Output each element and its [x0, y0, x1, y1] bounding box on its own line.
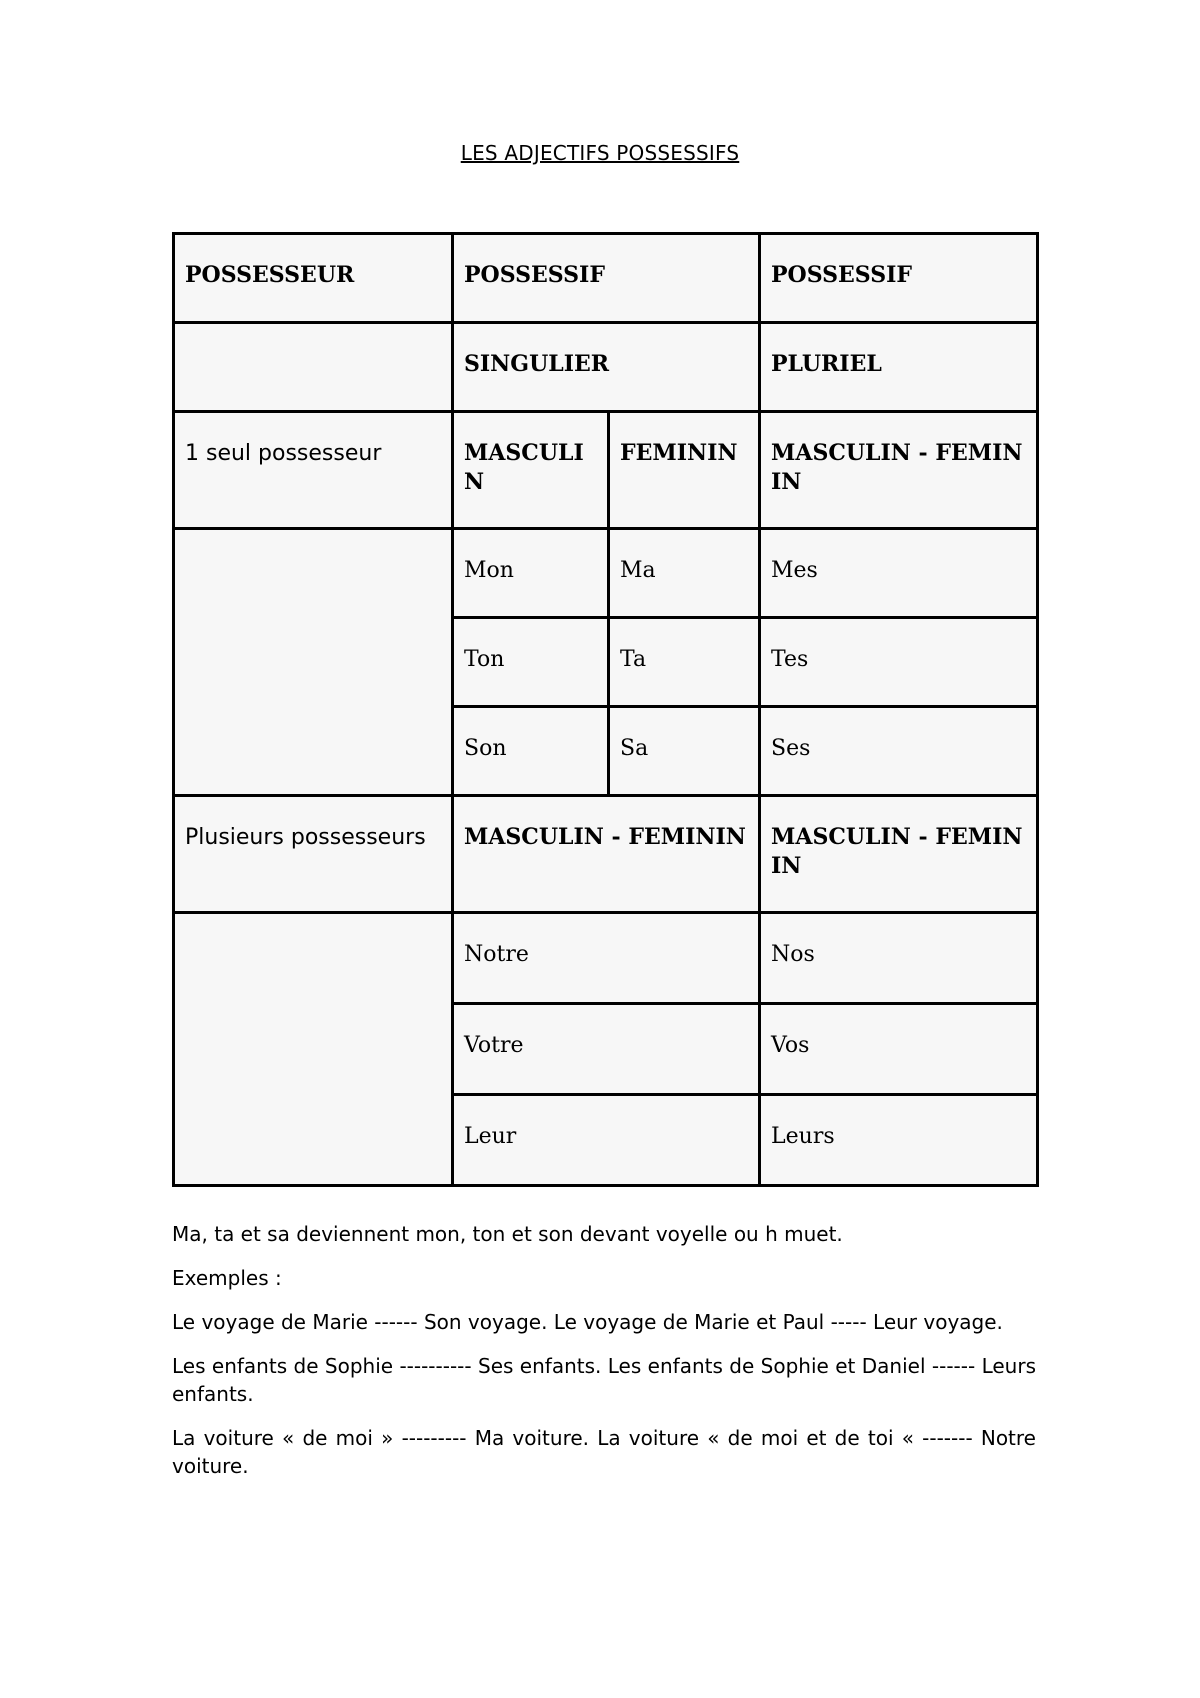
multiple-singular-header: MASCULIN - FEMININ: [453, 796, 760, 913]
single-owner-label: 1 seul possesseur: [174, 412, 453, 529]
subheader-pluriel: PLURIEL: [760, 323, 1038, 412]
table-row: [174, 529, 1038, 618]
multiple-singular-cell: Notre: [453, 913, 760, 1004]
rule-note: Ma, ta et sa deviennent mon, ton et son devant voyelle ou h muet.: [172, 1222, 843, 1246]
single-plural-cell: Tes: [760, 618, 1038, 707]
header-possessif-singulier: POSSESSIF: [453, 234, 760, 323]
header-row: [174, 234, 1038, 323]
single-masc-cell: Ton: [453, 618, 609, 707]
multiple-plural-cell: Leurs: [760, 1095, 1038, 1186]
header-possessif-pluriel: POSSESSIF: [760, 234, 1038, 323]
multiple-singular-cell: Votre: [453, 1004, 760, 1095]
multiple-plural-header: MASCULIN - FEMININ: [760, 796, 1038, 913]
possessive-adjectives-table: [172, 232, 1039, 1187]
notes-section: [172, 1220, 1036, 1496]
multiple-owner-spacer: [174, 913, 453, 1186]
examples-heading: Exemples :: [172, 1266, 282, 1290]
single-fem-cell: Ma: [609, 529, 760, 618]
page-title: LES ADJECTIFS POSSESSIFS: [460, 141, 740, 165]
single-masc-cell: Son: [453, 707, 609, 796]
single-fem-header: FEMININ: [609, 412, 760, 529]
multiple-plural-cell: Vos: [760, 1004, 1038, 1095]
single-plural-header: MASCULIN - FEMININ: [760, 412, 1038, 529]
single-masc-cell: Mon: [453, 529, 609, 618]
header-possesseur: POSSESSEUR: [174, 234, 453, 323]
multiple-plural-cell: Nos: [760, 913, 1038, 1004]
multiple-singular-cell: Leur: [453, 1095, 760, 1186]
example-paragraph: La voiture « de moi » --------- Ma voiture. La voiture « de moi et de toi « ------- Notre voiture.: [172, 1426, 1036, 1478]
single-owner-spacer: [174, 529, 453, 796]
single-fem-cell: Sa: [609, 707, 760, 796]
subheader-row: [174, 323, 1038, 412]
example-paragraph: Le voyage de Marie ------ Son voyage. Le voyage de Marie et Paul ----- Leur voyage.: [172, 1310, 1003, 1334]
subheader-singulier: SINGULIER: [453, 323, 760, 412]
single-fem-cell: Ta: [609, 618, 760, 707]
single-masc-header: MASCULIN: [453, 412, 609, 529]
multiple-owner-header-row: [174, 796, 1038, 913]
example-paragraph: Les enfants de Sophie ---------- Ses enfants. Les enfants de Sophie et Daniel ------ Leurs enfants.: [172, 1354, 1036, 1406]
multiple-owner-label: Plusieurs possesseurs: [174, 796, 453, 913]
single-plural-cell: Ses: [760, 707, 1038, 796]
table-row: [174, 913, 1038, 1004]
single-plural-cell: Mes: [760, 529, 1038, 618]
single-owner-header-row: [174, 412, 1038, 529]
subheader-empty: [174, 323, 453, 412]
